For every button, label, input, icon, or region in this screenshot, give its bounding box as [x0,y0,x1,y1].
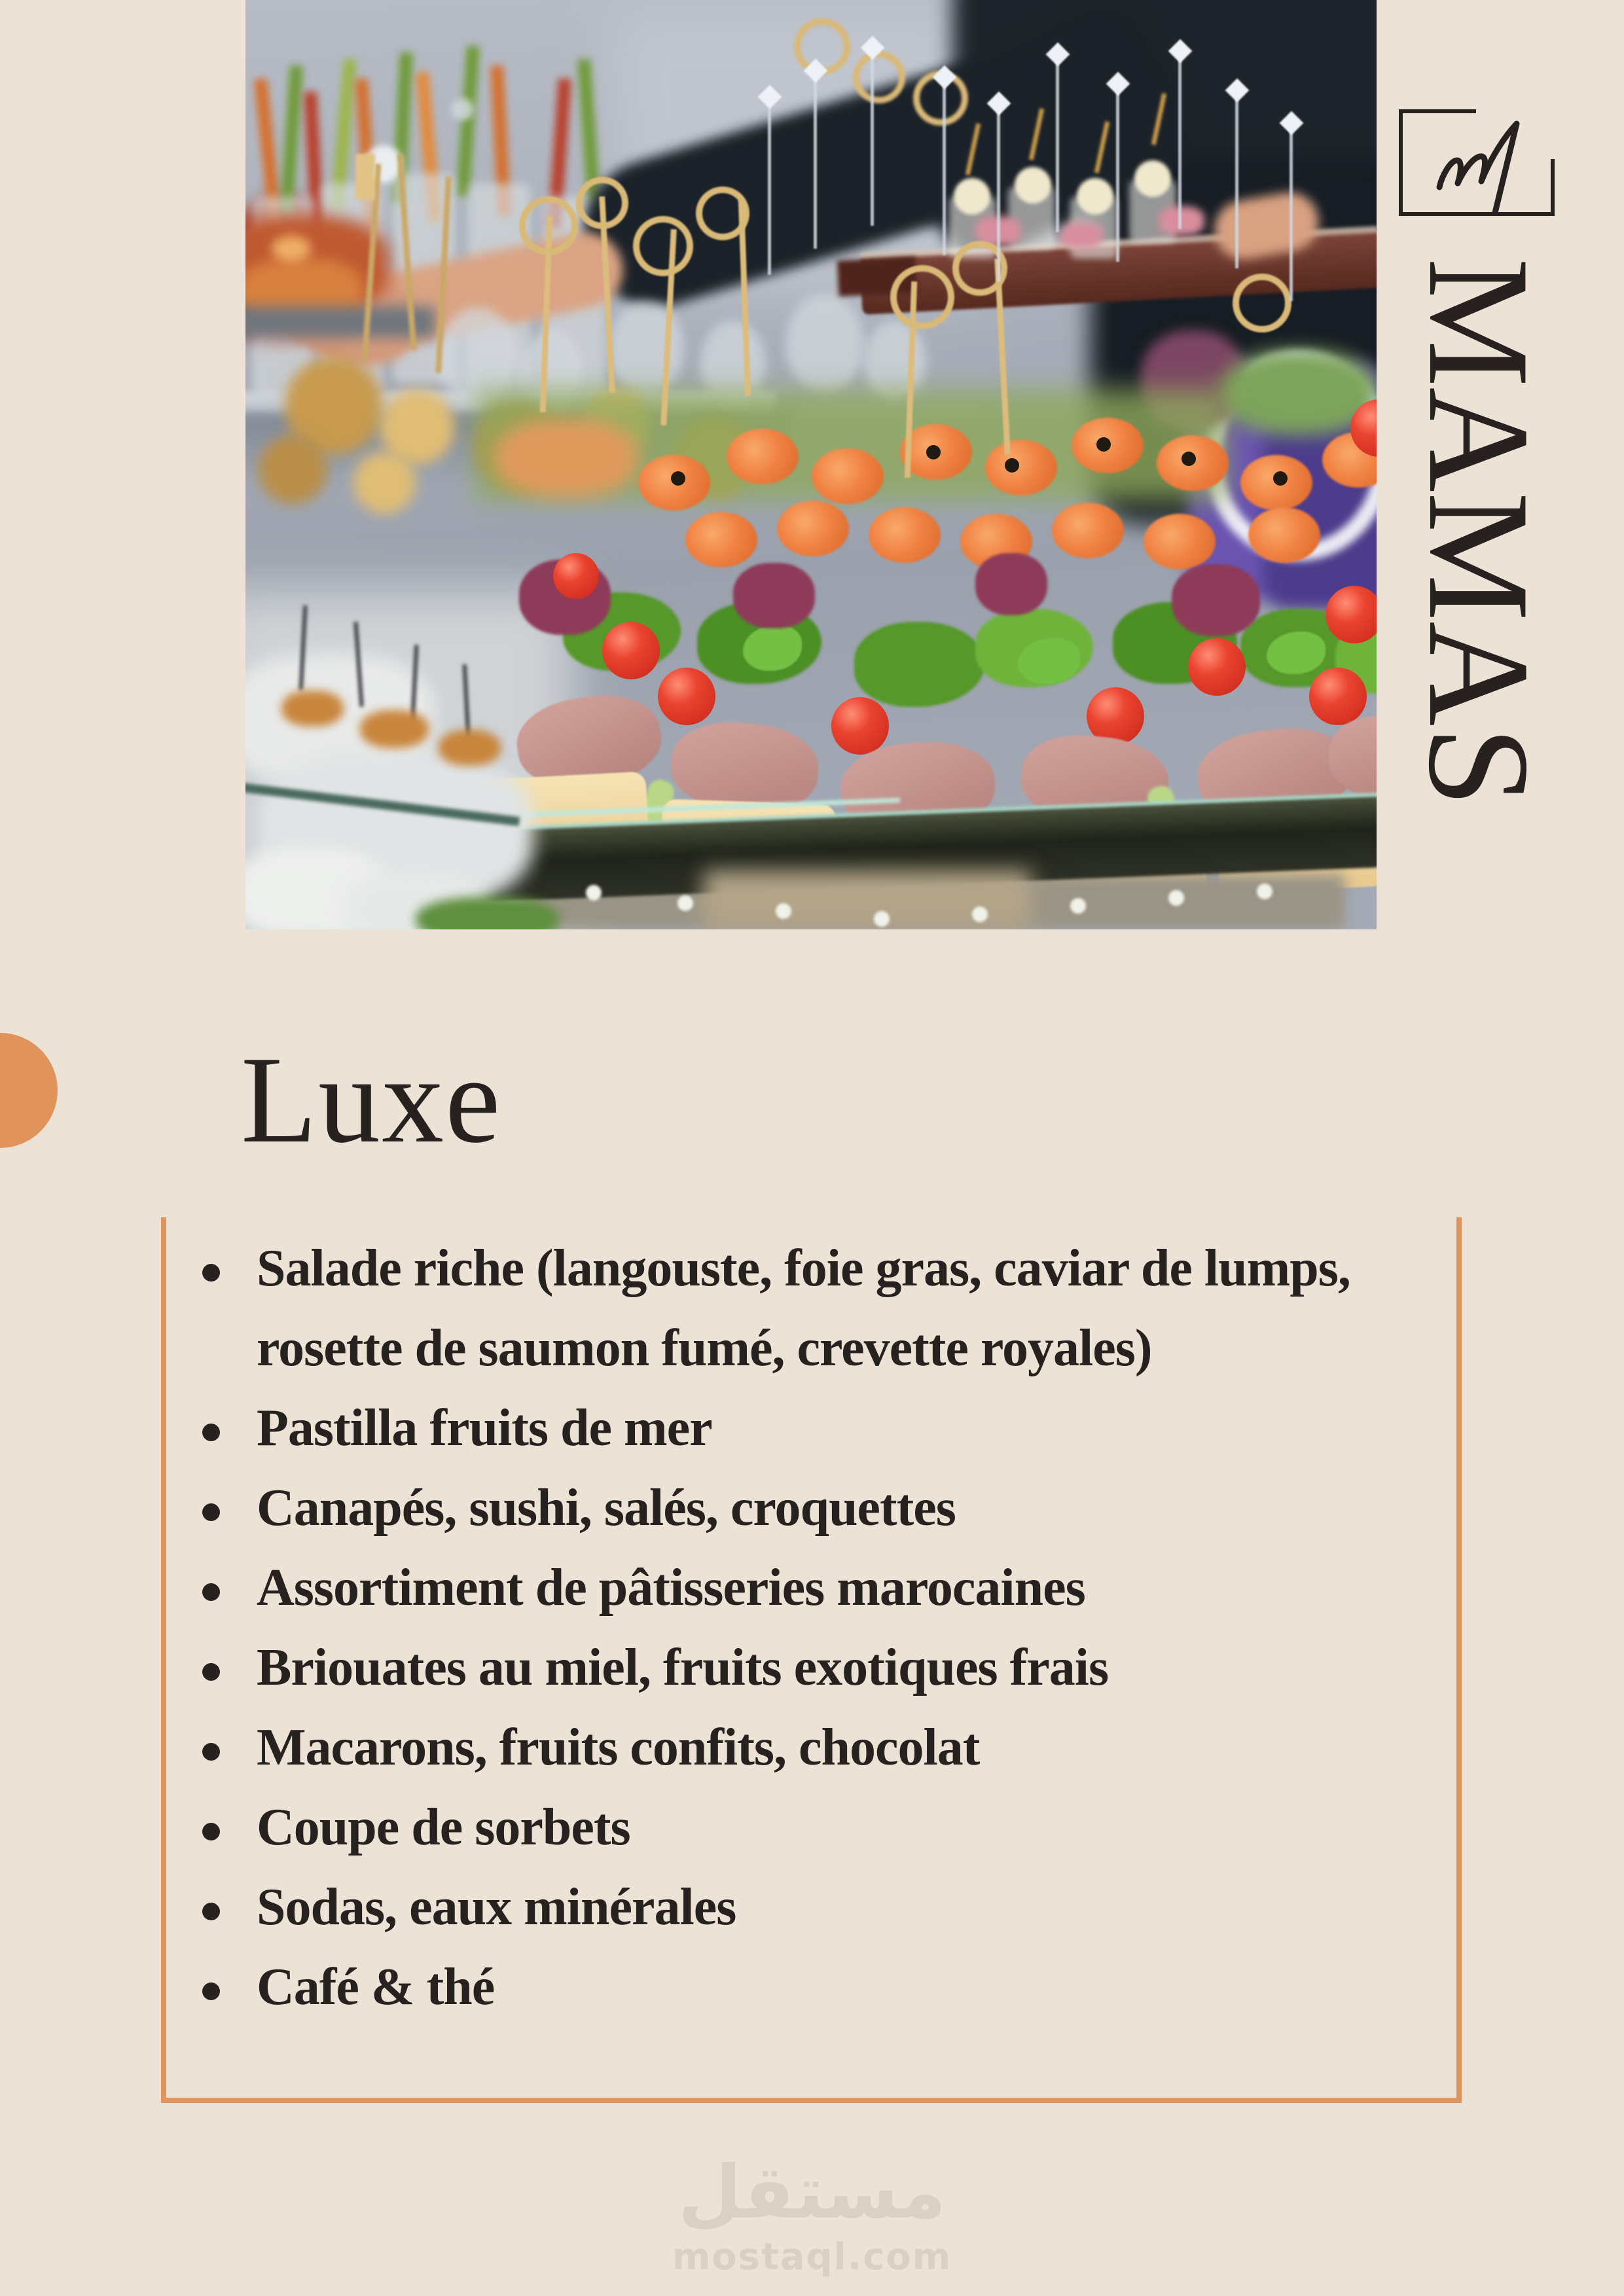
melon-ball [1134,160,1171,197]
salmon-canape [869,507,941,563]
brand-wordmark-vertical: MAMAS [1398,258,1559,807]
menu-item [257,1388,1456,1468]
diamond-pick-stem [1116,92,1119,262]
bokeh-silver [609,301,684,396]
canape-top [360,710,429,748]
menu-list [166,1217,1456,2027]
tomato [831,697,889,755]
salmon-canape [1052,503,1124,558]
page-title: Luxe [241,1031,502,1169]
catering-photo [245,0,1377,929]
canape-top [439,730,501,766]
diamond-pick-stem [943,85,946,255]
menu-item [257,1468,1456,1548]
logo-frame-top [1399,109,1476,113]
olive [671,471,685,486]
olive [1182,452,1196,466]
olive [1005,458,1019,473]
shelf-strip [245,306,435,338]
olive [1273,471,1288,486]
bokeh-gold [259,435,327,504]
menu-item [257,1229,1456,1388]
menu-item-line: Briouates au miel, fruits exotiques frais [257,1639,1109,1696]
watermark-arabic: مستقل [677,2150,947,2235]
tomato [602,622,660,679]
orange-half-circle [0,1033,58,1148]
foil-sparkle [1070,898,1086,914]
foil-sparkle [1168,890,1184,906]
radicchio [975,553,1047,615]
skewer-curl [696,187,749,240]
menu-item-line: Pastilla fruits de mer [257,1399,712,1457]
tomato [1326,586,1377,643]
salmon-canape [727,429,799,484]
diamond-pick-stem [1290,131,1293,301]
menu-item-line: Canapés, sushi, salés, croquettes [257,1479,956,1537]
foil-sparkle [586,885,602,901]
tomato [1309,668,1367,725]
diamond-pick-stem [1235,98,1238,268]
diamond-pick-stem [1056,62,1059,232]
menu-item [257,1628,1456,1708]
skewer-curl [633,216,693,276]
canape-top [281,691,344,726]
diamond-pick-stem [871,56,874,226]
menu-item-line: Assortiment de pâtisseries marocaines [257,1559,1085,1617]
logo-frame-left [1399,109,1403,216]
menu-item-line: rosette de saumon fumé, crevette royales) [257,1319,1152,1377]
skewer-curl [519,196,578,255]
salmon-canape [1144,514,1216,569]
salmon-canape [685,512,757,567]
olive [1096,437,1111,452]
radicchio [1172,564,1260,636]
skewer-curl [890,265,954,329]
melon-ball [954,178,990,215]
foil-sparkle [1257,884,1272,899]
menu-box [161,1217,1462,2103]
tomato [553,553,599,599]
foil-sparkle [776,903,791,919]
tomato [1188,638,1246,696]
menu-item [257,1787,1456,1867]
melon-ball [1015,167,1051,204]
radicchio [733,563,815,628]
salmon-canape [812,448,884,504]
menu-item-line: Sodas, eaux minérales [257,1878,736,1936]
diamond-pick-stem [997,111,1000,281]
ham-bit [1060,223,1103,249]
skewer-curl [576,177,628,229]
bokeh-gold [353,452,416,514]
bokeh-silver [785,295,864,393]
skewer-curl [853,51,905,103]
menu-item-line: Coupe de sorbets [257,1799,630,1856]
diamond-pick-stem [768,105,771,275]
foil-sparkle [677,895,693,911]
tomato [658,668,715,725]
menu-item-line: Macarons, fruits confits, chocolat [257,1719,980,1776]
salmon-canape [777,501,849,556]
diamond-pick-stem [1178,59,1182,229]
logo-frame-right [1551,159,1555,216]
olive [926,445,941,459]
menu-item [257,1867,1456,1947]
menu-item [257,1548,1456,1628]
diamond-pick-stem [814,79,817,249]
foil-sparkle [972,906,988,922]
watermark [0,2151,1624,2276]
greens [416,897,560,929]
menu-item-line: Café & thé [257,1958,495,2016]
salmon-canape [1248,507,1320,563]
menu-item [257,1947,1456,2027]
melon-ball [1077,178,1113,215]
food-highlight [272,236,311,262]
watermark-domain: mostaql.com [672,2235,952,2278]
bokeh-dot [452,98,474,120]
menu-item-line: Salade riche (langouste, foie gras, caviar de lumps, [257,1240,1350,1297]
food-blob [494,419,638,497]
fork-pick [355,154,375,200]
foil-sparkle [874,911,890,927]
menu-item [257,1708,1456,1787]
skewer-curl [1233,274,1291,332]
ham-bit [1159,206,1204,236]
brand-m-icon [1430,115,1540,215]
salmon-canape [985,440,1057,495]
